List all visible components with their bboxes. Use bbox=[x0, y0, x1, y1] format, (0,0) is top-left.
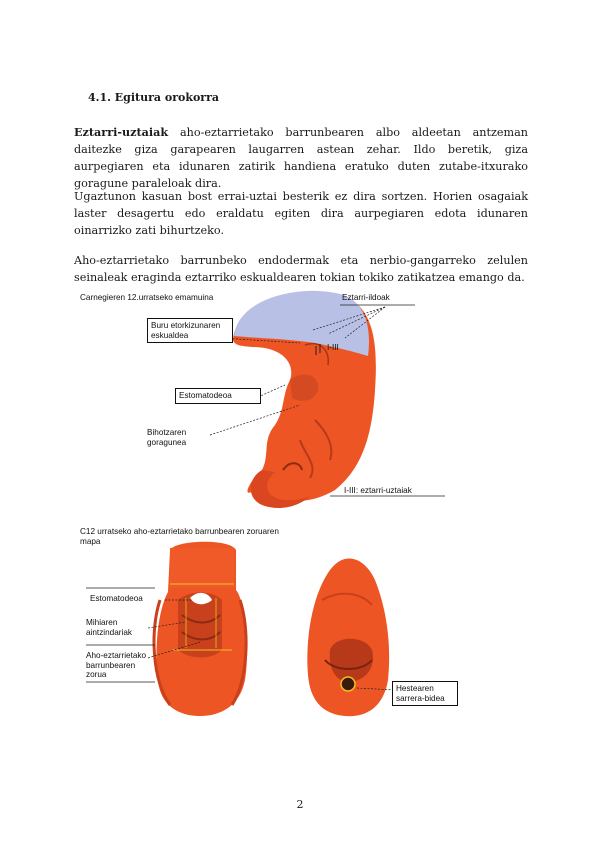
paragraph-3: Aho-eztarrietako barrunbeko endodermak eta nerbio-gangarreko zelulen seinaleak eraginda eztarriko eskualdearen tokian tokiko zatikatzea emango da. bbox=[74, 254, 528, 284]
paragraph-2: Ugaztunon kasuan bost errai-uztai besterik ez dira sortzen. Horien osagaiak laster desagertu edo eraldatu egiten dira aurpegiaren edota idunaren oinarrizko zati bihurtzeko. bbox=[74, 190, 528, 237]
label-bihotza: Bihotzaren goragunea bbox=[147, 428, 187, 447]
label-uztaiak: I-III: eztarri-uztaiak bbox=[344, 486, 412, 495]
figure1-title: Carnegieren 12.urratseko emamuina bbox=[80, 293, 214, 302]
label-roman-numerals: I-III bbox=[327, 343, 339, 352]
label-hestea: Hestearen sarrera-bidea bbox=[392, 681, 458, 706]
paragraph-1-term: Eztarri-uztaiak bbox=[74, 125, 169, 139]
paragraph-1-text: aho-eztarrietako barrunbearen albo aldeetan antzeman daitezke giza garapearen laugarren astean zehar. Ildo beretik, giza aurpegiaren eta idunaren zatirik handiena eratuko duten zutabe-itxurako goragune paraleloak dira. bbox=[74, 126, 528, 190]
section-title: 4.1. Egitura orokorra bbox=[88, 91, 220, 104]
dorsal-view-illustration bbox=[307, 559, 389, 717]
label-burua: Buru etorkizunaren eskualdea bbox=[147, 318, 233, 343]
page-number: 2 bbox=[296, 798, 304, 811]
label-eztarri-ildoak: Eztarri-ildoak bbox=[342, 293, 390, 302]
label-mihia: Mihiaren aintzindariak bbox=[86, 618, 132, 637]
figure2-title: C12 urratseko aho-eztarrietako barrunbearen zoruaren mapa bbox=[80, 527, 279, 546]
floor-map-illustration bbox=[154, 542, 247, 716]
label-estomatodeoa-2: Estomatodeoa bbox=[90, 594, 143, 603]
label-zorua: Aho-eztarrietako barrunbearen zorua bbox=[86, 651, 147, 679]
label-estomatodeoa-1: Estomatodeoa bbox=[175, 388, 261, 404]
